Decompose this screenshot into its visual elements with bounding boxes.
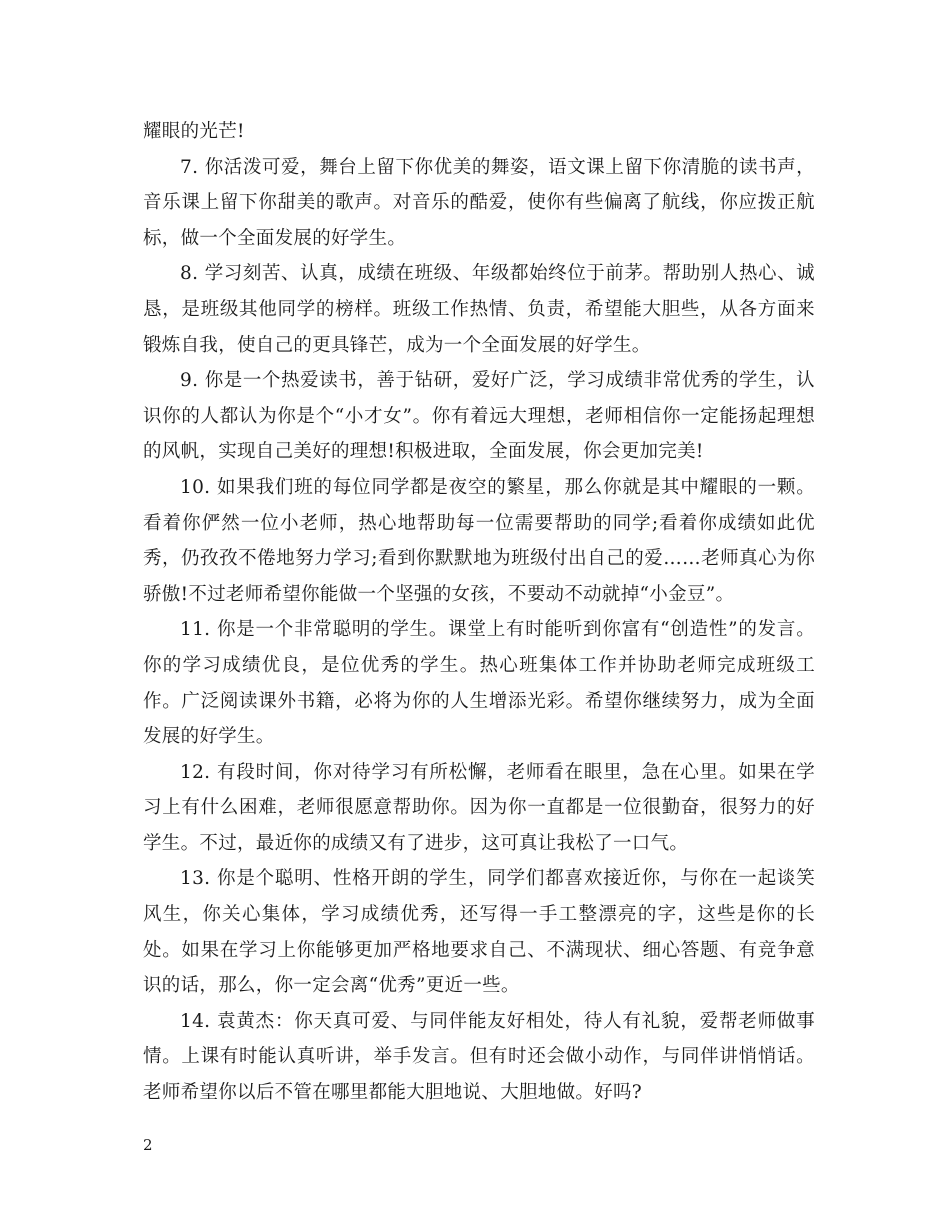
paragraph-continuation: 耀眼的光芒!: [143, 121, 245, 142]
paragraph-item-10: 10. 如果我们班的每位同学都是夜空的繁星，那么你就是其中耀眼的一颗。看着你俨然一位小老师，热心地帮助每一位需要帮助的同学;看着你成绩如此优秀，仍孜孜不倦地努力学习;看到你默默地为班级付出自己的爱……老师真心为你骄傲!不过老师希望你能做一个坚强的女孩，不要动不动就掉“小金豆”。: [143, 476, 815, 605]
paragraph-item-14: 14. 袁黄杰：你天真可爱、与同伴能友好相处，待人有礼貌，爱帮老师做事情。上课有时能认真听讲，举手发言。但有时还会做小动作，与同伴讲悄悄话。老师希望你以后不管在哪里都能大胆地说、大胆地做。好吗?: [143, 1010, 815, 1104]
paragraph-item-12: 12. 有段时间，你对待学习有所松懈，老师看在眼里，急在心里。如果在学习上有什么困难，老师很愿意帮助你。因为你一直都是一位很勤奋，很努力的好学生。不过，最近你的成绩又有了进步，这可真让我松了一口气。: [143, 761, 815, 854]
paragraph-item-7: 7. 你活泼可爱，舞台上留下你优美的舞姿，语文课上留下你清脆的读书声，音乐课上留下你甜美的歌声。对音乐的酷爱，使你有些偏离了航线，你应拨正航标，做一个全面发展的好学生。: [143, 156, 815, 249]
page-number: 2: [143, 1136, 153, 1154]
body-text: [143, 114, 815, 1111]
paragraph-item-8: 8. 学习刻苦、认真，成绩在班级、年级都始终位于前茅。帮助别人热心、诚恳，是班级其他同学的榜样。班级工作热情、负责，希望能大胆些，从各方面来锻炼自我，使自己的更具锋芒，成为一个全面发展的好学生。: [143, 263, 815, 356]
paragraph-item-9: 9. 你是一个热爱读书，善于钻研，爱好广泛，学习成绩非常优秀的学生，认识你的人都认为你是个“小才女”。你有着远大理想，老师相信你一定能扬起理想的风帆，实现自己美好的理想!积极进取，全面发展，你会更加完美!: [143, 370, 815, 463]
paragraph-item-13: 13. 你是个聪明、性格开朗的学生，同学们都喜欢接近你，与你在一起谈笑风生，你关心集体，学习成绩优秀，还写得一手工整漂亮的字，这些是你的长处。如果在学习上你能够更加严格地要求自己、不满现状、细心答题、有竞争意识的话，那么，你一定会离“优秀”更近一些。: [143, 868, 815, 997]
paragraph-item-11: 11. 你是一个非常聪明的学生。课堂上有时能听到你富有“创造性”的发言。你的学习成绩优良，是位优秀的学生。热心班集体工作并协助老师完成班级工作。广泛阅读课外书籍，必将为你的人生增添光彩。希望你继续努力，成为全面发展的好学生。: [143, 619, 815, 748]
